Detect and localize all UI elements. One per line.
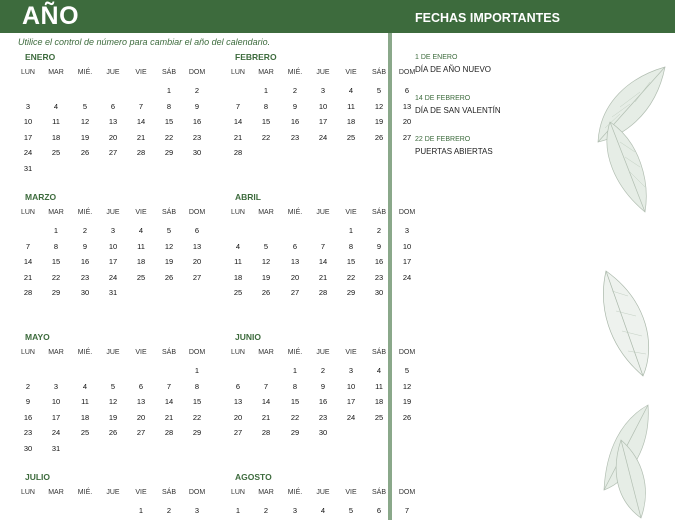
event-date: 1 DE ENERO: [415, 54, 458, 61]
day-cell: 3: [404, 226, 410, 235]
weekday-label: LUN: [20, 349, 35, 356]
day-cell: 15: [164, 117, 174, 126]
month-name: JUNIO: [235, 332, 261, 342]
weekday-label: SÁB: [161, 209, 176, 216]
weekday-label: LUN: [230, 69, 245, 76]
day-cell: 21: [318, 272, 328, 282]
day-cell: 29: [290, 428, 300, 437]
day-cell: 17: [346, 397, 356, 406]
day-cell: 3: [110, 226, 116, 235]
day-cell: 18: [80, 412, 90, 422]
day-cell: 10: [318, 101, 328, 111]
day-cell: 24: [346, 412, 356, 422]
day-cell: 11: [137, 241, 145, 251]
day-cell: 2: [292, 86, 298, 95]
weekday-label: MIÉ.: [287, 489, 303, 496]
day-cell: 6: [292, 241, 298, 251]
leaf-decoration-bottom: [596, 400, 656, 520]
day-cell: 1: [194, 366, 200, 375]
year-title: AÑO: [22, 2, 80, 30]
weekday-label: VIE: [345, 349, 357, 356]
weekday-label: DOM: [188, 489, 206, 496]
day-cell: 24: [402, 272, 412, 282]
event-name: DÍA DE SAN VALENTÍN: [415, 106, 501, 115]
day-cell: 6: [138, 381, 144, 391]
day-cell: 21: [164, 412, 174, 422]
day-cell: 16: [374, 257, 384, 266]
day-cell: 26: [108, 428, 118, 437]
day-cell: 7: [404, 506, 410, 515]
day-cell: 13: [402, 101, 412, 111]
day-cell: 8: [263, 101, 269, 111]
day-cell: 22: [51, 272, 61, 282]
day-cell: 23: [23, 428, 33, 437]
weekday-label: DOM: [188, 209, 206, 216]
day-cell: 21: [23, 272, 33, 282]
day-cell: 22: [346, 272, 356, 282]
month-name: ENERO: [25, 52, 56, 62]
instruction-text: Utilice el control de número para cambiar el año del calendario.: [18, 37, 271, 47]
day-cell: 28: [261, 428, 271, 437]
weekday-label: DOM: [188, 349, 206, 356]
important-dates-list: [415, 54, 585, 177]
day-cell: 3: [292, 506, 298, 515]
day-cell: 23: [318, 412, 328, 422]
day-cell: 15: [51, 257, 61, 266]
day-cell: 25: [346, 132, 356, 142]
day-cell: 12: [164, 241, 174, 251]
day-cell: 23: [192, 132, 202, 142]
weekday-label: MIÉ.: [287, 209, 303, 216]
day-cell: 23: [290, 132, 300, 142]
day-cell: 23: [80, 272, 90, 282]
day-cell: 18: [51, 132, 61, 142]
day-cell: 4: [320, 506, 326, 515]
day-cell: 6: [404, 86, 410, 95]
day-cell: 29: [192, 428, 202, 437]
day-cell: 24: [108, 272, 118, 282]
weekday-label: DOM: [398, 489, 416, 496]
day-cell: 6: [235, 381, 241, 391]
weekday-label: MIÉ.: [77, 349, 93, 356]
weekday-label: JUE: [106, 69, 120, 76]
day-cell: 2: [25, 381, 31, 391]
day-cell: 12: [374, 101, 384, 111]
day-cell: 29: [164, 148, 174, 157]
day-cell: 2: [166, 506, 172, 515]
day-cell: 25: [80, 428, 90, 437]
day-cell: 31: [51, 443, 61, 453]
weekday-label: MAR: [48, 349, 64, 356]
day-cell: 25: [136, 272, 146, 282]
weekday-label: LUN: [230, 349, 245, 356]
weekday-label: SÁB: [371, 209, 386, 216]
day-cell: 5: [376, 86, 382, 95]
day-cell: 24: [23, 148, 33, 157]
weekday-label: VIE: [135, 489, 147, 496]
day-cell: 27: [192, 272, 202, 282]
day-cell: 11: [234, 257, 242, 266]
header-bar: [0, 0, 675, 33]
day-cell: 19: [402, 397, 412, 406]
month-name: JULIO: [25, 472, 51, 482]
leaf-decoration-top: [590, 62, 675, 222]
event-date: 14 DE FEBRERO: [415, 95, 471, 102]
day-cell: 27: [233, 428, 243, 437]
day-cell: 14: [318, 257, 328, 266]
day-cell: 1: [263, 86, 269, 95]
weekday-label: JUE: [316, 209, 330, 216]
day-cell: 30: [318, 428, 328, 437]
day-cell: 18: [374, 397, 384, 406]
day-cell: 4: [235, 241, 241, 251]
weekday-label: DOM: [398, 69, 416, 76]
weekday-label: DOM: [398, 209, 416, 216]
day-cell: 3: [25, 101, 31, 111]
day-cell: 14: [164, 397, 174, 406]
day-cell: 7: [320, 241, 326, 251]
day-cell: 8: [194, 381, 200, 391]
day-cell: 20: [192, 257, 202, 266]
day-cell: 1: [53, 226, 59, 235]
day-cell: 2: [194, 86, 200, 95]
weekday-label: JUE: [316, 489, 330, 496]
day-cell: 12: [108, 397, 118, 406]
month-name: AGOSTO: [235, 472, 272, 482]
weekday-label: MAR: [258, 349, 274, 356]
day-cell: 16: [192, 117, 202, 126]
day-cell: 26: [402, 412, 412, 422]
month-name: ABRIL: [235, 192, 261, 202]
day-cell: 7: [25, 241, 31, 251]
day-cell: 15: [290, 397, 300, 406]
weekday-label: JUE: [106, 489, 120, 496]
day-cell: 30: [192, 148, 202, 157]
day-cell: 7: [138, 101, 144, 111]
day-cell: 29: [346, 288, 356, 297]
day-cell: 3: [53, 381, 59, 391]
day-cell: 31: [108, 288, 118, 297]
day-cell: 5: [404, 366, 410, 375]
weekday-label: LUN: [230, 489, 245, 496]
day-cell: 10: [23, 117, 33, 126]
weekday-label: LUN: [230, 209, 245, 216]
day-cell: 2: [376, 226, 382, 235]
day-cell: 15: [192, 397, 202, 406]
day-cell: 9: [25, 397, 31, 406]
day-cell: 11: [375, 381, 383, 391]
day-cell: 25: [233, 288, 243, 297]
day-cell: 26: [374, 132, 384, 142]
day-cell: 13: [192, 241, 202, 251]
day-cell: 19: [164, 257, 174, 266]
weekday-label: SÁB: [371, 69, 386, 76]
day-cell: 11: [81, 397, 89, 406]
day-cell: 4: [53, 101, 59, 111]
day-cell: 23: [374, 272, 384, 282]
weekday-label: MIÉ.: [77, 69, 93, 76]
day-cell: 22: [192, 412, 202, 422]
day-cell: 8: [166, 101, 172, 111]
weekday-label: VIE: [135, 349, 147, 356]
day-cell: 17: [318, 117, 328, 126]
day-cell: 10: [346, 381, 356, 391]
day-cell: 22: [290, 412, 300, 422]
day-cell: 21: [261, 412, 271, 422]
day-cell: 6: [194, 226, 200, 235]
day-cell: 30: [374, 288, 384, 297]
day-cell: 13: [136, 397, 146, 406]
weekday-label: VIE: [135, 69, 147, 76]
day-cell: 11: [52, 117, 60, 126]
day-cell: 2: [320, 366, 326, 375]
day-cell: 29: [51, 288, 61, 297]
day-cell: 7: [263, 381, 269, 391]
day-cell: 4: [138, 226, 144, 235]
day-cell: 12: [80, 117, 90, 126]
weekday-label: VIE: [345, 209, 357, 216]
day-cell: 26: [261, 288, 271, 297]
weekday-label: DOM: [398, 349, 416, 356]
day-cell: 5: [263, 241, 269, 251]
day-cell: 22: [261, 132, 271, 142]
day-cell: 28: [23, 288, 33, 297]
day-cell: 13: [290, 257, 300, 266]
weekday-label: MAR: [258, 209, 274, 216]
day-cell: 10: [51, 397, 61, 406]
day-cell: 16: [80, 257, 90, 266]
day-cell: 15: [261, 117, 271, 126]
day-cell: 9: [194, 101, 200, 111]
day-cell: 3: [320, 86, 326, 95]
day-cell: 14: [233, 117, 243, 126]
day-cell: 19: [80, 132, 90, 142]
day-cell: 30: [80, 288, 90, 297]
day-cell: 26: [164, 272, 174, 282]
day-cell: 17: [23, 132, 33, 142]
day-cell: 5: [166, 226, 172, 235]
day-cell: 1: [235, 506, 241, 515]
day-cell: 6: [376, 506, 382, 515]
event-item: [415, 54, 585, 74]
weekday-label: MAR: [258, 69, 274, 76]
day-cell: 18: [346, 117, 356, 126]
day-cell: 15: [346, 257, 356, 266]
weekday-label: SÁB: [371, 349, 386, 356]
day-cell: 16: [290, 117, 300, 126]
day-cell: 20: [402, 117, 412, 126]
day-cell: 4: [348, 86, 354, 95]
day-cell: 16: [23, 412, 33, 422]
day-cell: 12: [261, 257, 271, 266]
weekday-label: LUN: [20, 209, 35, 216]
day-cell: 20: [290, 272, 300, 282]
weekday-label: LUN: [20, 489, 35, 496]
day-cell: 7: [166, 381, 172, 391]
day-cell: 21: [136, 132, 146, 142]
day-cell: 18: [233, 272, 243, 282]
event-name: DÍA DE AÑO NUEVO: [415, 65, 492, 74]
weekday-label: JUE: [316, 349, 330, 356]
day-cell: 9: [320, 381, 326, 391]
day-cell: 20: [108, 132, 118, 142]
weekday-label: LUN: [20, 69, 35, 76]
weekday-label: VIE: [345, 69, 357, 76]
month-name: FEBRERO: [235, 52, 277, 62]
day-cell: 24: [318, 132, 328, 142]
event-name: PUERTAS ABIERTAS: [415, 147, 493, 156]
day-cell: 19: [108, 412, 118, 422]
day-cell: 7: [235, 101, 241, 111]
day-cell: 21: [233, 132, 243, 142]
day-cell: 19: [261, 272, 271, 282]
day-cell: 28: [233, 148, 243, 157]
day-cell: 22: [164, 132, 174, 142]
day-cell: 27: [290, 288, 300, 297]
day-cell: 8: [292, 381, 298, 391]
day-cell: 5: [82, 101, 88, 111]
day-cell: 28: [136, 148, 146, 157]
day-cell: 8: [348, 241, 354, 251]
day-cell: 27: [108, 148, 118, 157]
weekday-label: DOM: [188, 69, 206, 76]
weekday-label: JUE: [106, 209, 120, 216]
day-cell: 19: [374, 117, 384, 126]
weekday-label: MIÉ.: [77, 489, 93, 496]
day-cell: 26: [80, 148, 90, 157]
day-cell: 4: [82, 381, 88, 391]
day-cell: 13: [108, 117, 118, 126]
day-cell: 4: [376, 366, 382, 375]
leaf-decoration-middle: [598, 266, 658, 381]
day-cell: 14: [261, 397, 271, 406]
day-cell: 27: [402, 132, 412, 142]
day-cell: 11: [347, 101, 355, 111]
day-cell: 28: [164, 428, 174, 437]
weekday-label: JUE: [106, 349, 120, 356]
day-cell: 20: [233, 412, 243, 422]
day-cell: 9: [376, 241, 382, 251]
day-cell: 1: [348, 226, 354, 235]
month-name: MAYO: [25, 332, 50, 342]
day-cell: 24: [51, 428, 61, 437]
day-cell: 2: [263, 506, 269, 515]
weekday-label: MIÉ.: [287, 349, 303, 356]
month-name: MARZO: [25, 192, 57, 202]
day-cell: 10: [402, 241, 412, 251]
day-cell: 9: [292, 101, 298, 111]
day-cell: 18: [136, 257, 146, 266]
weekday-label: MAR: [48, 209, 64, 216]
day-cell: 10: [108, 241, 118, 251]
day-cell: 17: [51, 412, 61, 422]
day-cell: 3: [348, 366, 354, 375]
weekday-label: MAR: [258, 489, 274, 496]
day-cell: 14: [23, 257, 33, 266]
day-cell: 25: [374, 412, 384, 422]
day-cell: 5: [348, 506, 354, 515]
event-item: [415, 95, 585, 115]
day-cell: 2: [82, 226, 88, 235]
day-cell: 25: [51, 148, 61, 157]
weekday-label: SÁB: [161, 69, 176, 76]
weekday-label: MIÉ.: [287, 69, 303, 76]
day-cell: 12: [402, 381, 412, 391]
day-cell: 13: [233, 397, 243, 406]
day-cell: 27: [136, 428, 146, 437]
day-cell: 14: [136, 117, 146, 126]
weekday-label: MIÉ.: [77, 209, 93, 216]
day-cell: 31: [23, 163, 33, 173]
day-cell: 20: [136, 412, 146, 422]
weekday-label: VIE: [345, 489, 357, 496]
weekday-label: MAR: [48, 489, 64, 496]
day-cell: 1: [166, 86, 172, 95]
day-cell: 30: [23, 443, 33, 453]
day-cell: 17: [402, 257, 412, 266]
day-cell: 17: [108, 257, 118, 266]
weekday-label: SÁB: [161, 489, 176, 496]
day-cell: 28: [318, 288, 328, 297]
weekday-label: SÁB: [371, 489, 386, 496]
day-cell: 8: [53, 241, 59, 251]
weekday-label: VIE: [135, 209, 147, 216]
day-cell: 1: [292, 366, 298, 375]
event-item: [415, 136, 585, 156]
important-dates-title: FECHAS IMPORTANTES: [415, 11, 560, 25]
weekday-label: JUE: [316, 69, 330, 76]
weekday-label: MAR: [48, 69, 64, 76]
event-date: 22 DE FEBRERO: [415, 136, 471, 143]
day-cell: 1: [138, 506, 144, 515]
day-cell: 9: [82, 241, 88, 251]
weekday-label: SÁB: [161, 349, 176, 356]
day-cell: 16: [318, 397, 328, 406]
day-cell: 3: [194, 506, 200, 515]
day-cell: 6: [110, 101, 116, 111]
day-cell: 5: [110, 381, 116, 391]
